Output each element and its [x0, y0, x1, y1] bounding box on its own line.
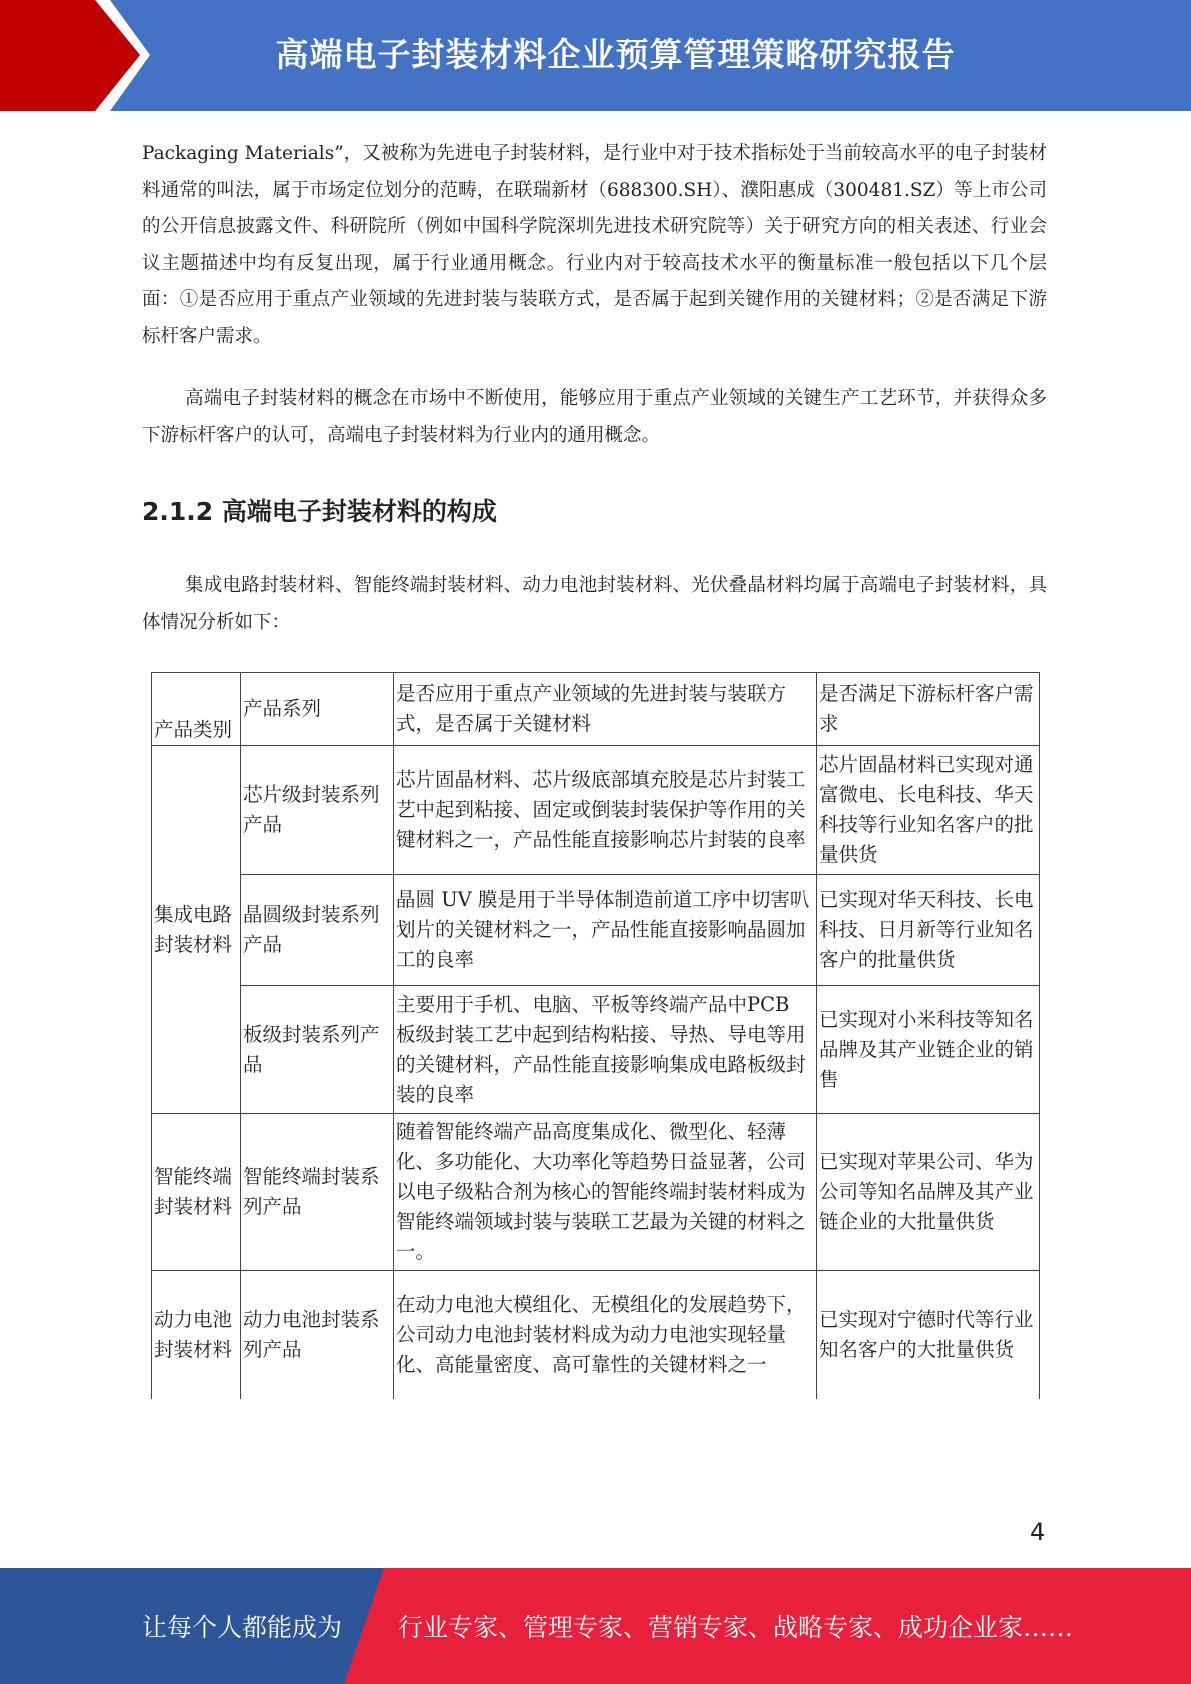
header-category: 产品类别: [152, 673, 241, 746]
page-footer: [0, 1568, 1191, 1684]
category-cell: 集成电路封装材料: [152, 746, 241, 1114]
materials-table: [151, 672, 1039, 1399]
series-cell: 智能终端封装系列产品: [241, 1114, 394, 1271]
customer-cell: 已实现对宁德时代等行业知名客户的大批量供货: [817, 1271, 1040, 1399]
table-row: [152, 746, 1040, 875]
paragraph-1: Packaging Materials”，又被称为先进电子封装材料，是行业中对于技术指标处于当前较高水平的电子封装材料通常的叫法，属于市场定位划分的范畴，在联瑞新材（688300.SH）、濮阳惠成（300481.SZ）等上市公司的公开信息披露文件、科研院所（例如中国科学院深圳先进技术研究院等）关于研究方向的相关表述、行业会议主题描述中均有反复出现，属于行业通用概念。行业内对于较高技术水平的衡量标准一般包括以下几个层面：①是否应用于重点产业领域的先进封装与装联方式，是否属于起到关键作用的关键材料；②是否满足下游标杆客户需求。: [142, 143, 1047, 347]
series-cell: 芯片级封装系列产品: [241, 746, 394, 875]
table-row: [152, 986, 1040, 1114]
series-cell: 板级封装系列产品: [241, 986, 394, 1114]
header-series: 产品系列: [241, 673, 394, 746]
customer-cell: 已实现对小米科技等知名品牌及其产业链企业的销售: [817, 986, 1040, 1114]
key-cell: 随着智能终端产品高度集成化、微型化、轻薄化、多功能化、大功率化等趋势日益显著，公司以电子级粘合剂为核心的智能终端封装材料成为智能终端领域封装与装联工艺最为关键的材料之一。: [394, 1114, 817, 1271]
section-heading: 2.1.2 高端电子封装材料的构成: [142, 497, 497, 526]
key-cell: 芯片固晶材料、芯片级底部填充胶是芯片封装工艺中起到粘接、固定或倒装封装保护等作用的关键材料之一，产品性能直接影响芯片封装的良率: [394, 746, 817, 875]
body-content: [142, 136, 1047, 641]
table-row: [152, 1114, 1040, 1271]
header-customer: 是否满足下游标杆客户需求: [817, 673, 1040, 746]
key-cell: 晶圆 UV 膜是用于半导体制造前道工序中切害叭划片的关键材料之一，产品性能直接影响晶圆加工的良率: [394, 875, 817, 986]
page-number: 4: [1030, 1518, 1046, 1546]
document-title: 高端电子封装材料企业预算管理策略研究报告: [275, 35, 956, 74]
category-cell: 智能终端封装材料: [152, 1114, 241, 1271]
table-header-row: [152, 673, 1040, 746]
table-row: [152, 1271, 1040, 1399]
footer-slogan-right: 行业专家、管理专家、营销专家、战略专家、成功企业家……: [398, 1613, 1074, 1642]
key-cell: 在动力电池大模组化、无模组化的发展趋势下，公司动力电池封装材料成为动力电池实现轻量化、高能量密度、高可靠性的关键材料之一: [394, 1271, 817, 1399]
table-row: [152, 875, 1040, 986]
header-key-material: 是否应用于重点产业领域的先进封装与装联方式，是否属于关键材料: [394, 673, 817, 746]
page-header: [0, 0, 1191, 111]
customer-cell: 已实现对苹果公司、华为公司等知名品牌及其产业链企业的大批量供货: [817, 1114, 1040, 1271]
category-cell: 动力电池封装材料: [152, 1271, 241, 1399]
series-cell: 晶圆级封装系列产品: [241, 875, 394, 986]
customer-cell: 芯片固晶材料已实现对通富微电、长电科技、华天科技等行业知名客户的批量供货: [817, 746, 1040, 875]
footer-slogan-left: 让每个人都能成为: [142, 1613, 343, 1642]
series-cell: 动力电池封装系列产品: [241, 1271, 394, 1399]
customer-cell: 已实现对华天科技、长电科技、日月新等行业知名客户的批量供货: [817, 875, 1040, 986]
paragraph-3: 集成电路封装材料、智能终端封装材料、动力电池封装材料、光伏叠晶材料均属于高端电子封装材料，具体情况分析如下：: [142, 575, 1047, 633]
key-cell: 主要用于手机、电脑、平板等终端产品中PCB 板级封装工艺中起到结构粘接、导热、导电等用的关键材料，产品性能直接影响集成电路板级封装的良率: [394, 986, 817, 1114]
paragraph-2: 高端电子封装材料的概念在市场中不断使用，能够应用于重点产业领域的关键生产工艺环节，并获得众多下游标杆客户的认可，高端电子封装材料为行业内的通用概念。: [142, 388, 1047, 446]
